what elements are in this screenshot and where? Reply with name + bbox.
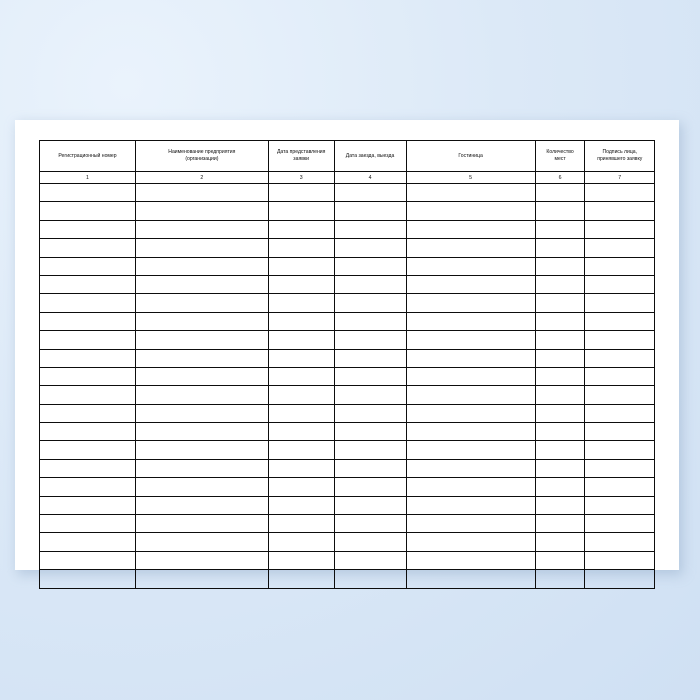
table-cell[interactable]	[135, 441, 268, 459]
table-cell[interactable]	[334, 459, 406, 477]
header-application-date	[268, 141, 334, 172]
table-row	[40, 294, 655, 312]
header-hotel	[406, 141, 535, 172]
table-cell[interactable]	[406, 551, 535, 569]
table-cell[interactable]	[268, 404, 334, 422]
table-cell[interactable]	[40, 423, 136, 441]
table-cell[interactable]	[334, 349, 406, 367]
table-cell[interactable]	[406, 312, 535, 330]
table-cell[interactable]	[334, 570, 406, 588]
table-cell[interactable]	[585, 459, 655, 477]
table-cell[interactable]	[406, 239, 535, 257]
table-cell[interactable]	[406, 459, 535, 477]
table-cell[interactable]	[334, 275, 406, 293]
column-number-4: 4	[334, 172, 406, 184]
table-cell[interactable]	[406, 404, 535, 422]
table-cell[interactable]	[535, 312, 585, 330]
table-cell[interactable]	[268, 349, 334, 367]
table-cell[interactable]	[268, 533, 334, 551]
table-cell[interactable]	[268, 423, 334, 441]
table-cell[interactable]	[535, 570, 585, 588]
table-cell[interactable]	[585, 367, 655, 385]
table-cell[interactable]	[40, 551, 136, 569]
table-cell[interactable]	[135, 294, 268, 312]
header-application-date-line-1: Дата представления	[276, 149, 326, 156]
table-cell[interactable]	[585, 551, 655, 569]
table-cell[interactable]	[40, 331, 136, 349]
table-cell[interactable]	[585, 312, 655, 330]
table-cell[interactable]	[135, 312, 268, 330]
table-cell[interactable]	[135, 220, 268, 238]
table-cell[interactable]	[40, 202, 136, 220]
table-cell[interactable]	[585, 478, 655, 496]
table-cell[interactable]	[535, 275, 585, 293]
table-cell[interactable]	[40, 441, 136, 459]
header-places-count-line-1: Количество	[546, 149, 574, 156]
table-cell[interactable]	[585, 441, 655, 459]
table-row	[40, 220, 655, 238]
table-cell[interactable]	[268, 275, 334, 293]
table-row	[40, 331, 655, 349]
paper-sheet	[15, 120, 679, 570]
table-cell[interactable]	[585, 202, 655, 220]
table-cell[interactable]	[268, 459, 334, 477]
table-cell[interactable]	[406, 202, 535, 220]
table-cell[interactable]	[334, 294, 406, 312]
table-cell[interactable]	[535, 349, 585, 367]
table-cell[interactable]	[334, 367, 406, 385]
table-cell[interactable]	[135, 331, 268, 349]
header-places-count	[535, 141, 585, 172]
table-cell[interactable]	[40, 386, 136, 404]
table-cell[interactable]	[406, 257, 535, 275]
table-cell[interactable]	[406, 184, 535, 202]
table-cell[interactable]	[40, 239, 136, 257]
table-cell[interactable]	[40, 294, 136, 312]
table-cell[interactable]	[406, 515, 535, 533]
table-cell[interactable]	[406, 441, 535, 459]
table-header-row	[40, 141, 655, 172]
table-cell[interactable]	[406, 220, 535, 238]
table-cell[interactable]	[40, 496, 136, 514]
table-cell[interactable]	[135, 404, 268, 422]
table-cell[interactable]	[585, 331, 655, 349]
table-cell[interactable]	[585, 184, 655, 202]
table-cell[interactable]	[585, 386, 655, 404]
table-row	[40, 349, 655, 367]
table-cell[interactable]	[40, 570, 136, 588]
table-cell[interactable]	[535, 202, 585, 220]
table-cell[interactable]	[40, 515, 136, 533]
header-hotel-line-1: Гостиница	[458, 152, 483, 159]
table-cell[interactable]	[268, 257, 334, 275]
table-cell[interactable]	[135, 496, 268, 514]
header-arrival-departure-date-line-1: Дата заезда, выезда	[345, 152, 395, 159]
header-enterprise-name-line-1: Наименование предприятия	[168, 149, 236, 156]
table-cell[interactable]	[268, 386, 334, 404]
table-cell[interactable]	[406, 478, 535, 496]
table-cell[interactable]	[268, 367, 334, 385]
table-cell[interactable]	[40, 257, 136, 275]
table-cell[interactable]	[334, 184, 406, 202]
table-cell[interactable]	[40, 533, 136, 551]
header-signature	[585, 141, 655, 172]
table-cell[interactable]	[334, 257, 406, 275]
table-cell[interactable]	[585, 257, 655, 275]
table-cell[interactable]	[268, 441, 334, 459]
table-cell[interactable]	[135, 257, 268, 275]
header-places-count-line-2: мест	[554, 156, 566, 162]
table-cell[interactable]	[585, 220, 655, 238]
table-cell[interactable]	[135, 239, 268, 257]
table-cell[interactable]	[268, 220, 334, 238]
registry-table-container	[39, 140, 655, 550]
table-cell[interactable]	[268, 515, 334, 533]
table-cell[interactable]	[406, 570, 535, 588]
table-row	[40, 239, 655, 257]
table-cell[interactable]	[535, 404, 585, 422]
table-cell[interactable]	[535, 478, 585, 496]
table-cell[interactable]	[40, 275, 136, 293]
table-cell[interactable]	[585, 570, 655, 588]
table-cell[interactable]	[40, 459, 136, 477]
table-row	[40, 312, 655, 330]
header-signature-line-1: Подпись лица,	[602, 149, 638, 156]
table-cell[interactable]	[535, 257, 585, 275]
table-cell[interactable]	[268, 570, 334, 588]
table-cell[interactable]	[334, 423, 406, 441]
table-cell[interactable]	[406, 386, 535, 404]
table-cell[interactable]	[135, 423, 268, 441]
table-cell[interactable]	[268, 551, 334, 569]
table-cell[interactable]	[535, 239, 585, 257]
header-arrival-departure-date	[334, 141, 406, 172]
table-cell[interactable]	[40, 349, 136, 367]
table-cell[interactable]	[334, 331, 406, 349]
table-cell[interactable]	[268, 294, 334, 312]
table-cell[interactable]	[535, 533, 585, 551]
table-cell[interactable]	[40, 478, 136, 496]
table-cell[interactable]	[334, 533, 406, 551]
table-cell[interactable]	[334, 551, 406, 569]
table-cell[interactable]	[135, 515, 268, 533]
table-cell[interactable]	[334, 496, 406, 514]
table-cell[interactable]	[135, 386, 268, 404]
table-cell[interactable]	[40, 404, 136, 422]
table-cell[interactable]	[268, 496, 334, 514]
table-cell[interactable]	[535, 367, 585, 385]
table-cell[interactable]	[135, 202, 268, 220]
registry-table	[39, 140, 655, 589]
header-registration-number	[40, 141, 136, 172]
table-cell[interactable]	[535, 423, 585, 441]
table-cell[interactable]	[268, 312, 334, 330]
table-cell[interactable]	[268, 184, 334, 202]
table-cell[interactable]	[135, 459, 268, 477]
table-column-number-row	[40, 172, 655, 184]
table-row	[40, 459, 655, 477]
table-row	[40, 275, 655, 293]
table-row	[40, 551, 655, 569]
table-row	[40, 441, 655, 459]
table-cell[interactable]	[535, 184, 585, 202]
header-registration-number-line-1: Регистрационный номер	[58, 152, 117, 159]
table-cell[interactable]	[268, 239, 334, 257]
table-row	[40, 202, 655, 220]
table-row	[40, 404, 655, 422]
table-cell[interactable]	[535, 551, 585, 569]
table-row	[40, 478, 655, 496]
table-cell[interactable]	[268, 478, 334, 496]
table-row	[40, 533, 655, 551]
table-cell[interactable]	[406, 367, 535, 385]
table-cell[interactable]	[135, 275, 268, 293]
table-cell[interactable]	[585, 515, 655, 533]
table-cell[interactable]	[135, 533, 268, 551]
table-cell[interactable]	[535, 294, 585, 312]
table-row	[40, 386, 655, 404]
column-number-3: 3	[268, 172, 334, 184]
table-cell[interactable]	[535, 496, 585, 514]
header-enterprise-name	[135, 141, 268, 172]
table-cell[interactable]	[334, 386, 406, 404]
table-cell[interactable]	[334, 202, 406, 220]
table-cell[interactable]	[40, 220, 136, 238]
table-cell[interactable]	[40, 312, 136, 330]
header-application-date-line-2: заявки	[293, 156, 310, 162]
column-number-6: 6	[535, 172, 585, 184]
table-cell[interactable]	[268, 202, 334, 220]
table-cell[interactable]	[406, 533, 535, 551]
table-cell[interactable]	[585, 404, 655, 422]
table-cell[interactable]	[334, 220, 406, 238]
table-cell[interactable]	[585, 423, 655, 441]
table-cell[interactable]	[585, 275, 655, 293]
table-cell[interactable]	[334, 239, 406, 257]
table-row	[40, 515, 655, 533]
table-cell[interactable]	[406, 275, 535, 293]
table-cell[interactable]	[406, 496, 535, 514]
table-cell[interactable]	[406, 331, 535, 349]
table-cell[interactable]	[135, 367, 268, 385]
table-cell[interactable]	[406, 423, 535, 441]
table-row	[40, 570, 655, 588]
table-cell[interactable]	[334, 478, 406, 496]
table-cell[interactable]	[135, 551, 268, 569]
table-cell[interactable]	[535, 441, 585, 459]
table-cell[interactable]	[585, 496, 655, 514]
table-cell[interactable]	[535, 386, 585, 404]
table-cell[interactable]	[585, 533, 655, 551]
table-row	[40, 184, 655, 202]
registry-table-body	[40, 184, 655, 589]
header-signature-line-2: принявшего заявку	[597, 156, 643, 162]
table-cell[interactable]	[40, 184, 136, 202]
table-cell[interactable]	[268, 331, 334, 349]
table-row	[40, 423, 655, 441]
table-cell[interactable]	[535, 515, 585, 533]
column-number-5: 5	[406, 172, 535, 184]
column-number-2: 2	[135, 172, 268, 184]
table-cell[interactable]	[40, 367, 136, 385]
column-number-1: 1	[40, 172, 136, 184]
table-cell[interactable]	[535, 220, 585, 238]
table-cell[interactable]	[535, 331, 585, 349]
table-cell[interactable]	[334, 515, 406, 533]
table-cell[interactable]	[585, 294, 655, 312]
table-cell[interactable]	[334, 441, 406, 459]
table-cell[interactable]	[535, 459, 585, 477]
header-enterprise-name-line-2: (организации)	[185, 156, 219, 162]
table-cell[interactable]	[135, 184, 268, 202]
table-cell[interactable]	[406, 294, 535, 312]
table-cell[interactable]	[135, 349, 268, 367]
table-cell[interactable]	[135, 478, 268, 496]
table-cell[interactable]	[334, 404, 406, 422]
column-number-7: 7	[585, 172, 655, 184]
table-cell[interactable]	[334, 312, 406, 330]
table-cell[interactable]	[585, 239, 655, 257]
table-row	[40, 496, 655, 514]
table-cell[interactable]	[585, 349, 655, 367]
table-row	[40, 257, 655, 275]
table-cell[interactable]	[135, 570, 268, 588]
table-cell[interactable]	[406, 349, 535, 367]
table-row	[40, 367, 655, 385]
